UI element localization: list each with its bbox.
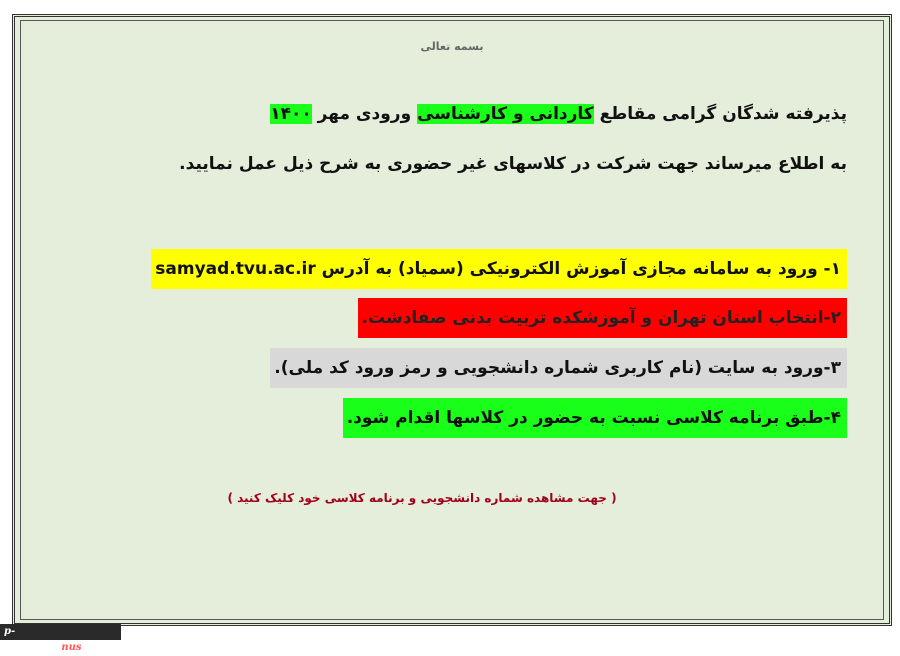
step-1-url[interactable]: samyad.tvu.ac.ir (155, 259, 316, 279)
step-2: ۲-انتخاب استان تهران و آموزشکده تربیت بدنی صفادشت. (358, 298, 847, 338)
intro-line-1 (270, 99, 847, 129)
site-watermark (0, 624, 121, 653)
student-info-link[interactable]: ( جهت مشاهده شماره دانشجویی و برنامه کلاسی خود کلیک کنید ) (227, 491, 617, 505)
step-1 (151, 249, 847, 289)
step-3: ۳-ورود به سایت (نام کاربری شماره دانشجویی و رمز ورود کد ملی). (270, 348, 847, 388)
header-title: بسمه تعالی (420, 40, 484, 53)
notice-content (21, 21, 883, 619)
intro-line-2: به اطلاع میرساند جهت شرکت در کلاسهای غیر حضوری به شرح ذیل عمل نمایید. (179, 154, 847, 174)
intro-degree-highlight: کاردانی و کارشناسی (417, 104, 594, 124)
step-1-text: ۱- ورود به سامانه مجازی آموزش الکترونیکی (سمیاد) به آدرس (315, 259, 841, 279)
notice-inner-border (20, 20, 884, 620)
notice-frame (12, 14, 892, 626)
watermark-prefix: p-safadasht. (4, 626, 62, 653)
watermark-suffix: .ac.ir (81, 642, 111, 653)
intro-year-highlight: ۱۴۰۰ (270, 104, 312, 124)
intro-line1-prefix: پذیرفته شدگان گرامی مقاطع (593, 104, 847, 124)
watermark-accent: nus (61, 642, 82, 653)
intro-line1-middle: ورودی مهر (311, 104, 418, 124)
step-4: ۴-طبق برنامه کلاسی نسبت به حضور در کلاسها اقدام شود. (343, 398, 847, 438)
